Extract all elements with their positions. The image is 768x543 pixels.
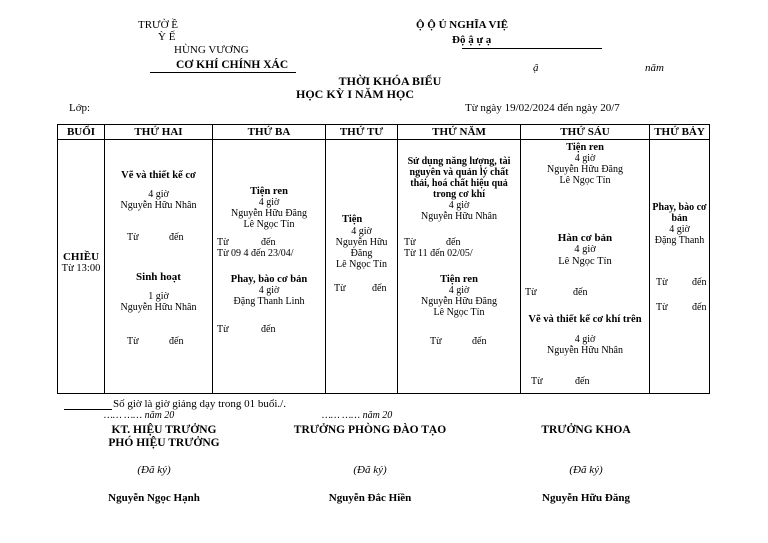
sat-subject1-to: đến bbox=[692, 277, 707, 288]
tue-subject1-range: Từ 09 4 đến 23/04/ bbox=[217, 248, 294, 259]
fri-subject1-teacher2: Lê Ngọc Tín bbox=[559, 175, 611, 186]
footer-date-mid: …… …… năm 20 bbox=[322, 410, 393, 421]
school-name-line2: Ỳ Ế bbox=[158, 31, 176, 43]
table-header-row bbox=[58, 125, 710, 140]
sat-subject1-teacher: Đặng Thanh bbox=[654, 235, 705, 246]
sig1-signed: (Đã ký) bbox=[137, 464, 171, 476]
mon-subject2-teacher: Nguyễn Hữu Nhân bbox=[120, 302, 197, 313]
thu-subject1-title-l1: Sử dụng năng lượng, tài bbox=[407, 156, 511, 167]
sig2-name: Nguyễn Đắc Hiền bbox=[328, 492, 412, 504]
wed-subject1-hours: 4 giờ bbox=[351, 226, 372, 237]
fri-subject2-from: Từ bbox=[525, 287, 537, 298]
thu-subject1-teacher: Nguyễn Hữu Nhân bbox=[421, 211, 497, 222]
header-friday: THỨ SÁU bbox=[521, 125, 650, 140]
session-time: Từ 13:00 bbox=[61, 263, 101, 274]
wed-subject1-teacher-b: Đăng bbox=[350, 248, 373, 259]
tue-subject1-title: Tiện ren bbox=[250, 186, 288, 197]
saturday-cell bbox=[650, 140, 710, 394]
thu-subject2-title: Tiện ren bbox=[440, 274, 478, 285]
date-hint-b: năm bbox=[645, 62, 664, 74]
tuesday-cell bbox=[213, 140, 326, 394]
date-hint-a: ậ bbox=[533, 62, 539, 74]
sig1-role-line1: KT. HIỆU TRƯỞNG bbox=[111, 424, 217, 436]
fri-subject1-teacher1: Nguyễn Hữu Đăng bbox=[547, 164, 623, 175]
fri-subject3-teacher: Nguyễn Hữu Nhân bbox=[547, 345, 623, 356]
sat-subject1-hours: 4 giờ bbox=[669, 224, 690, 235]
sat-subject1-to2: đến bbox=[692, 302, 707, 313]
session-cell bbox=[58, 140, 105, 394]
tue-subject1-hours: 4 giờ bbox=[258, 197, 280, 208]
tue-subject1-teacher1: Nguyễn Hữu Đăng bbox=[231, 208, 307, 219]
sat-subject1-title-l1: Phay, bào cơ bbox=[652, 202, 707, 213]
tue-subject1-from: Từ bbox=[217, 237, 229, 248]
sat-subject1-from: Từ bbox=[656, 277, 668, 288]
thu-subject1-title-l4: trong cơ khí bbox=[432, 189, 486, 200]
sig3-signed: (Đã ký) bbox=[569, 464, 603, 476]
signature-block-1 bbox=[74, 424, 254, 450]
sig2-signed: (Đã ký) bbox=[353, 464, 387, 476]
sig3-name: Nguyễn Hữu Đăng bbox=[542, 492, 630, 504]
fri-subject2-hours: 4 giờ bbox=[574, 244, 596, 255]
footer-date-left: …… …… năm 20 bbox=[104, 410, 175, 421]
wed-subject1-title: Tiện bbox=[342, 214, 363, 225]
mon-subject1-from: Từ bbox=[127, 232, 139, 243]
wed-subject1-to: đến bbox=[372, 283, 387, 294]
thu-subject2-teacher1: Nguyễn Hữu Đăng bbox=[421, 296, 497, 307]
thu-subject1-hours: 4 giờ bbox=[448, 200, 470, 211]
footer-note: Số giờ là giờ giảng dạy trong 01 buổi./. bbox=[113, 398, 286, 410]
fri-subject3-title: Vẽ và thiết kế cơ khí trên bbox=[528, 314, 642, 325]
table-row-afternoon bbox=[58, 140, 710, 394]
fri-subject3-hours: 4 giờ bbox=[574, 334, 596, 345]
sig1-name: Nguyễn Ngọc Hạnh bbox=[108, 492, 200, 504]
mon-subject2-from: Từ bbox=[127, 336, 139, 347]
fri-subject1-hours: 4 giờ bbox=[574, 153, 596, 164]
wed-subject1-teacher2: Lê Ngọc Tín bbox=[336, 259, 387, 270]
thu-subject1-title-l2: nguyên và quản lý chất bbox=[409, 167, 509, 178]
tue-subject1-to: đến bbox=[261, 237, 276, 248]
thu-subject1-to: đến bbox=[446, 237, 461, 248]
mon-subject1-teacher: Nguyễn Hữu Nhân bbox=[120, 200, 197, 211]
fri-subject2-title: Hàn cơ bản bbox=[557, 232, 613, 244]
mon-subject1-title: Vẽ và thiết kế cơ bbox=[121, 170, 196, 181]
fri-subject3-to: đến bbox=[575, 376, 590, 387]
thu-subject2-from: Từ bbox=[430, 336, 442, 347]
thu-subject2-teacher2: Lê Ngọc Tín bbox=[433, 307, 485, 318]
date-range: Từ ngày 19/02/2024 đến ngày 20/7 bbox=[465, 102, 620, 114]
tue-subject1-teacher2: Lê Ngọc Tín bbox=[243, 219, 295, 230]
header-thursday: THỨ NĂM bbox=[398, 125, 521, 140]
timetable bbox=[57, 124, 710, 394]
tue-subject2-title: Phay, bào cơ bản bbox=[230, 274, 308, 285]
faculty-name: CƠ KHÍ CHÍNH XÁC bbox=[176, 59, 289, 71]
header-saturday: THỨ BẢY bbox=[650, 125, 710, 140]
wednesday-cell bbox=[326, 140, 398, 394]
class-label: Lớp: bbox=[69, 102, 91, 114]
fri-subject1-title: Tiện ren bbox=[566, 142, 604, 153]
mon-subject1-to: đến bbox=[169, 232, 184, 243]
wed-subject1-from: Từ bbox=[334, 283, 346, 294]
thu-subject1-range: Từ 11 đến 02/05/ bbox=[404, 248, 473, 259]
mon-subject2-title: Sinh hoạt bbox=[136, 271, 181, 283]
nation-underline bbox=[462, 48, 602, 49]
school-name-line1: TRƯỜ Ề bbox=[138, 19, 179, 31]
mon-subject2-to: đến bbox=[169, 336, 184, 347]
thursday-cell bbox=[398, 140, 521, 394]
sig2-role: TRƯỞNG PHÒNG ĐÀO TẠO bbox=[293, 424, 447, 436]
monday-cell bbox=[105, 140, 213, 394]
mon-subject2-hours: 1 giờ bbox=[148, 291, 169, 302]
sig1-role-line2: PHÓ HIỆU TRƯỞNG bbox=[108, 437, 220, 449]
thu-subject2-hours: 4 giờ bbox=[448, 285, 470, 296]
header-tuesday: THỨ BA bbox=[213, 125, 326, 140]
tue-subject2-teacher: Đặng Thanh Linh bbox=[233, 296, 305, 307]
wed-subject1-teacher-a: Nguyễn Hữu bbox=[335, 237, 388, 248]
sat-subject1-from2: Từ bbox=[656, 302, 668, 313]
fri-subject3-from: Từ bbox=[531, 376, 543, 387]
tue-subject2-hours: 4 giờ bbox=[258, 285, 280, 296]
thu-subject1-title-l3: thải, hoá chất hiệu quả bbox=[410, 178, 508, 189]
header-wednesday: THỨ TƯ bbox=[326, 125, 398, 140]
school-name-line3: HÙNG VƯƠNG bbox=[174, 44, 249, 56]
faculty-underline bbox=[150, 72, 296, 73]
sig3-role: TRƯỞNG KHOA bbox=[541, 424, 631, 436]
friday-cell bbox=[521, 140, 650, 394]
header-monday: THỨ HAI bbox=[105, 125, 213, 140]
fri-subject2-to: đến bbox=[573, 287, 588, 298]
nation-line2: Độ ậ ự ạ bbox=[452, 34, 492, 46]
sat-subject1-title-l2: bản bbox=[671, 213, 688, 224]
tue-subject2-to: đến bbox=[261, 324, 276, 335]
fri-subject2-teacher: Lê Ngọc Tín bbox=[558, 256, 612, 267]
thu-subject1-from: Từ bbox=[404, 237, 416, 248]
page-subtitle: HỌC KỲ I NĂM HỌC bbox=[296, 87, 414, 101]
thu-subject2-to: đến bbox=[472, 336, 487, 347]
mon-subject1-hours: 4 giờ bbox=[148, 189, 169, 200]
tue-subject2-from: Từ bbox=[217, 324, 229, 335]
nation-line1: Ộ Ộ Ủ NGHĨA VIỆ bbox=[416, 19, 509, 31]
header-session: BUỔI bbox=[58, 125, 105, 140]
session-label: CHIỀU bbox=[62, 251, 100, 263]
page-title: THỜI KHÓA BIỂU bbox=[338, 74, 442, 88]
